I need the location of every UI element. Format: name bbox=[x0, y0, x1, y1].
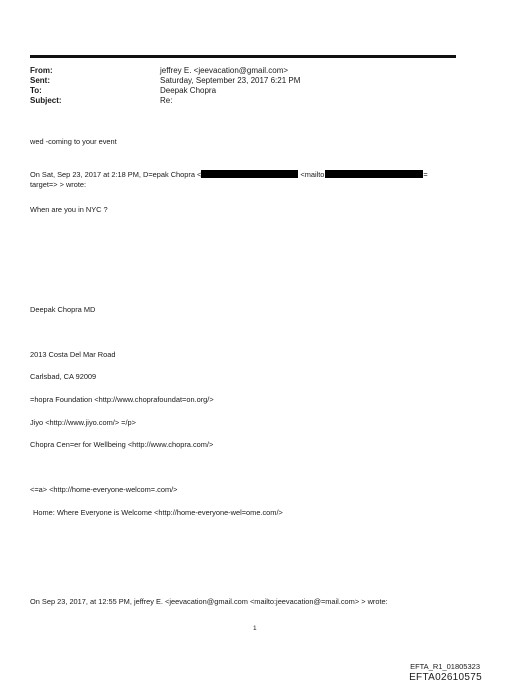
redaction-block bbox=[201, 170, 298, 178]
question-text: When are you in NYC ? bbox=[30, 205, 108, 214]
sent-label: Sent: bbox=[30, 76, 50, 85]
signature-address-1: 2013 Costa Del Mar Road bbox=[30, 350, 116, 359]
to-row bbox=[30, 86, 300, 96]
earlier-message-line: On Sep 23, 2017, at 12:55 PM, jeffrey E. <jeevacation@gmail.com <mailto:jeevacation@=mail.com> > wrote: bbox=[30, 597, 388, 606]
redaction-block bbox=[325, 170, 423, 178]
page-number: 1 bbox=[253, 625, 257, 632]
email-header bbox=[30, 66, 300, 106]
quote-line-2: target=> > wrote: bbox=[30, 180, 87, 189]
signature-home: Home: Where Everyone is Welcome <http://home-everyone-wel=ome.com/> bbox=[33, 508, 283, 517]
to-value: Deepak Chopra bbox=[160, 86, 217, 95]
to-label: To: bbox=[30, 86, 42, 95]
subject-row bbox=[30, 96, 300, 106]
quote-prefix: On Sat, Sep 23, 2017 at 2:18 PM, D=epak Chopra < bbox=[30, 170, 202, 179]
quote-mailto: <mailto bbox=[300, 170, 325, 179]
efta-id-small: EFTA_R1_01805323 bbox=[410, 662, 480, 671]
from-value: jeffrey E. <jeevacation@gmail.com> bbox=[160, 66, 289, 75]
reply-text: wed -coming to your event bbox=[30, 137, 117, 146]
quote-line-end: = bbox=[423, 170, 428, 179]
signature-center: Chopra Cen=er for Wellbeing <http://www.chopra.com/> bbox=[30, 440, 214, 449]
from-label: From: bbox=[30, 66, 53, 75]
header-divider bbox=[30, 55, 456, 58]
subject-value: Re: bbox=[160, 96, 173, 105]
quote-line-1 bbox=[30, 170, 428, 180]
subject-label: Subject: bbox=[30, 96, 62, 105]
sent-value: Saturday, September 23, 2017 6:21 PM bbox=[160, 76, 301, 85]
efta-id-large: EFTA02610575 bbox=[409, 672, 482, 683]
signature-name: Deepak Chopra MD bbox=[30, 305, 96, 314]
sent-row bbox=[30, 76, 300, 86]
signature-link: <=a> <http://home-everyone-welcom=.com/> bbox=[30, 485, 178, 494]
from-row bbox=[30, 66, 300, 76]
signature-foundation: =hopra Foundation <http://www.choprafoundat=on.org/> bbox=[30, 395, 214, 404]
signature-jiyo: Jiyo <http://www.jiyo.com/> =/p> bbox=[30, 418, 136, 427]
signature-address-2: Carlsbad, CA 92009 bbox=[30, 372, 97, 381]
